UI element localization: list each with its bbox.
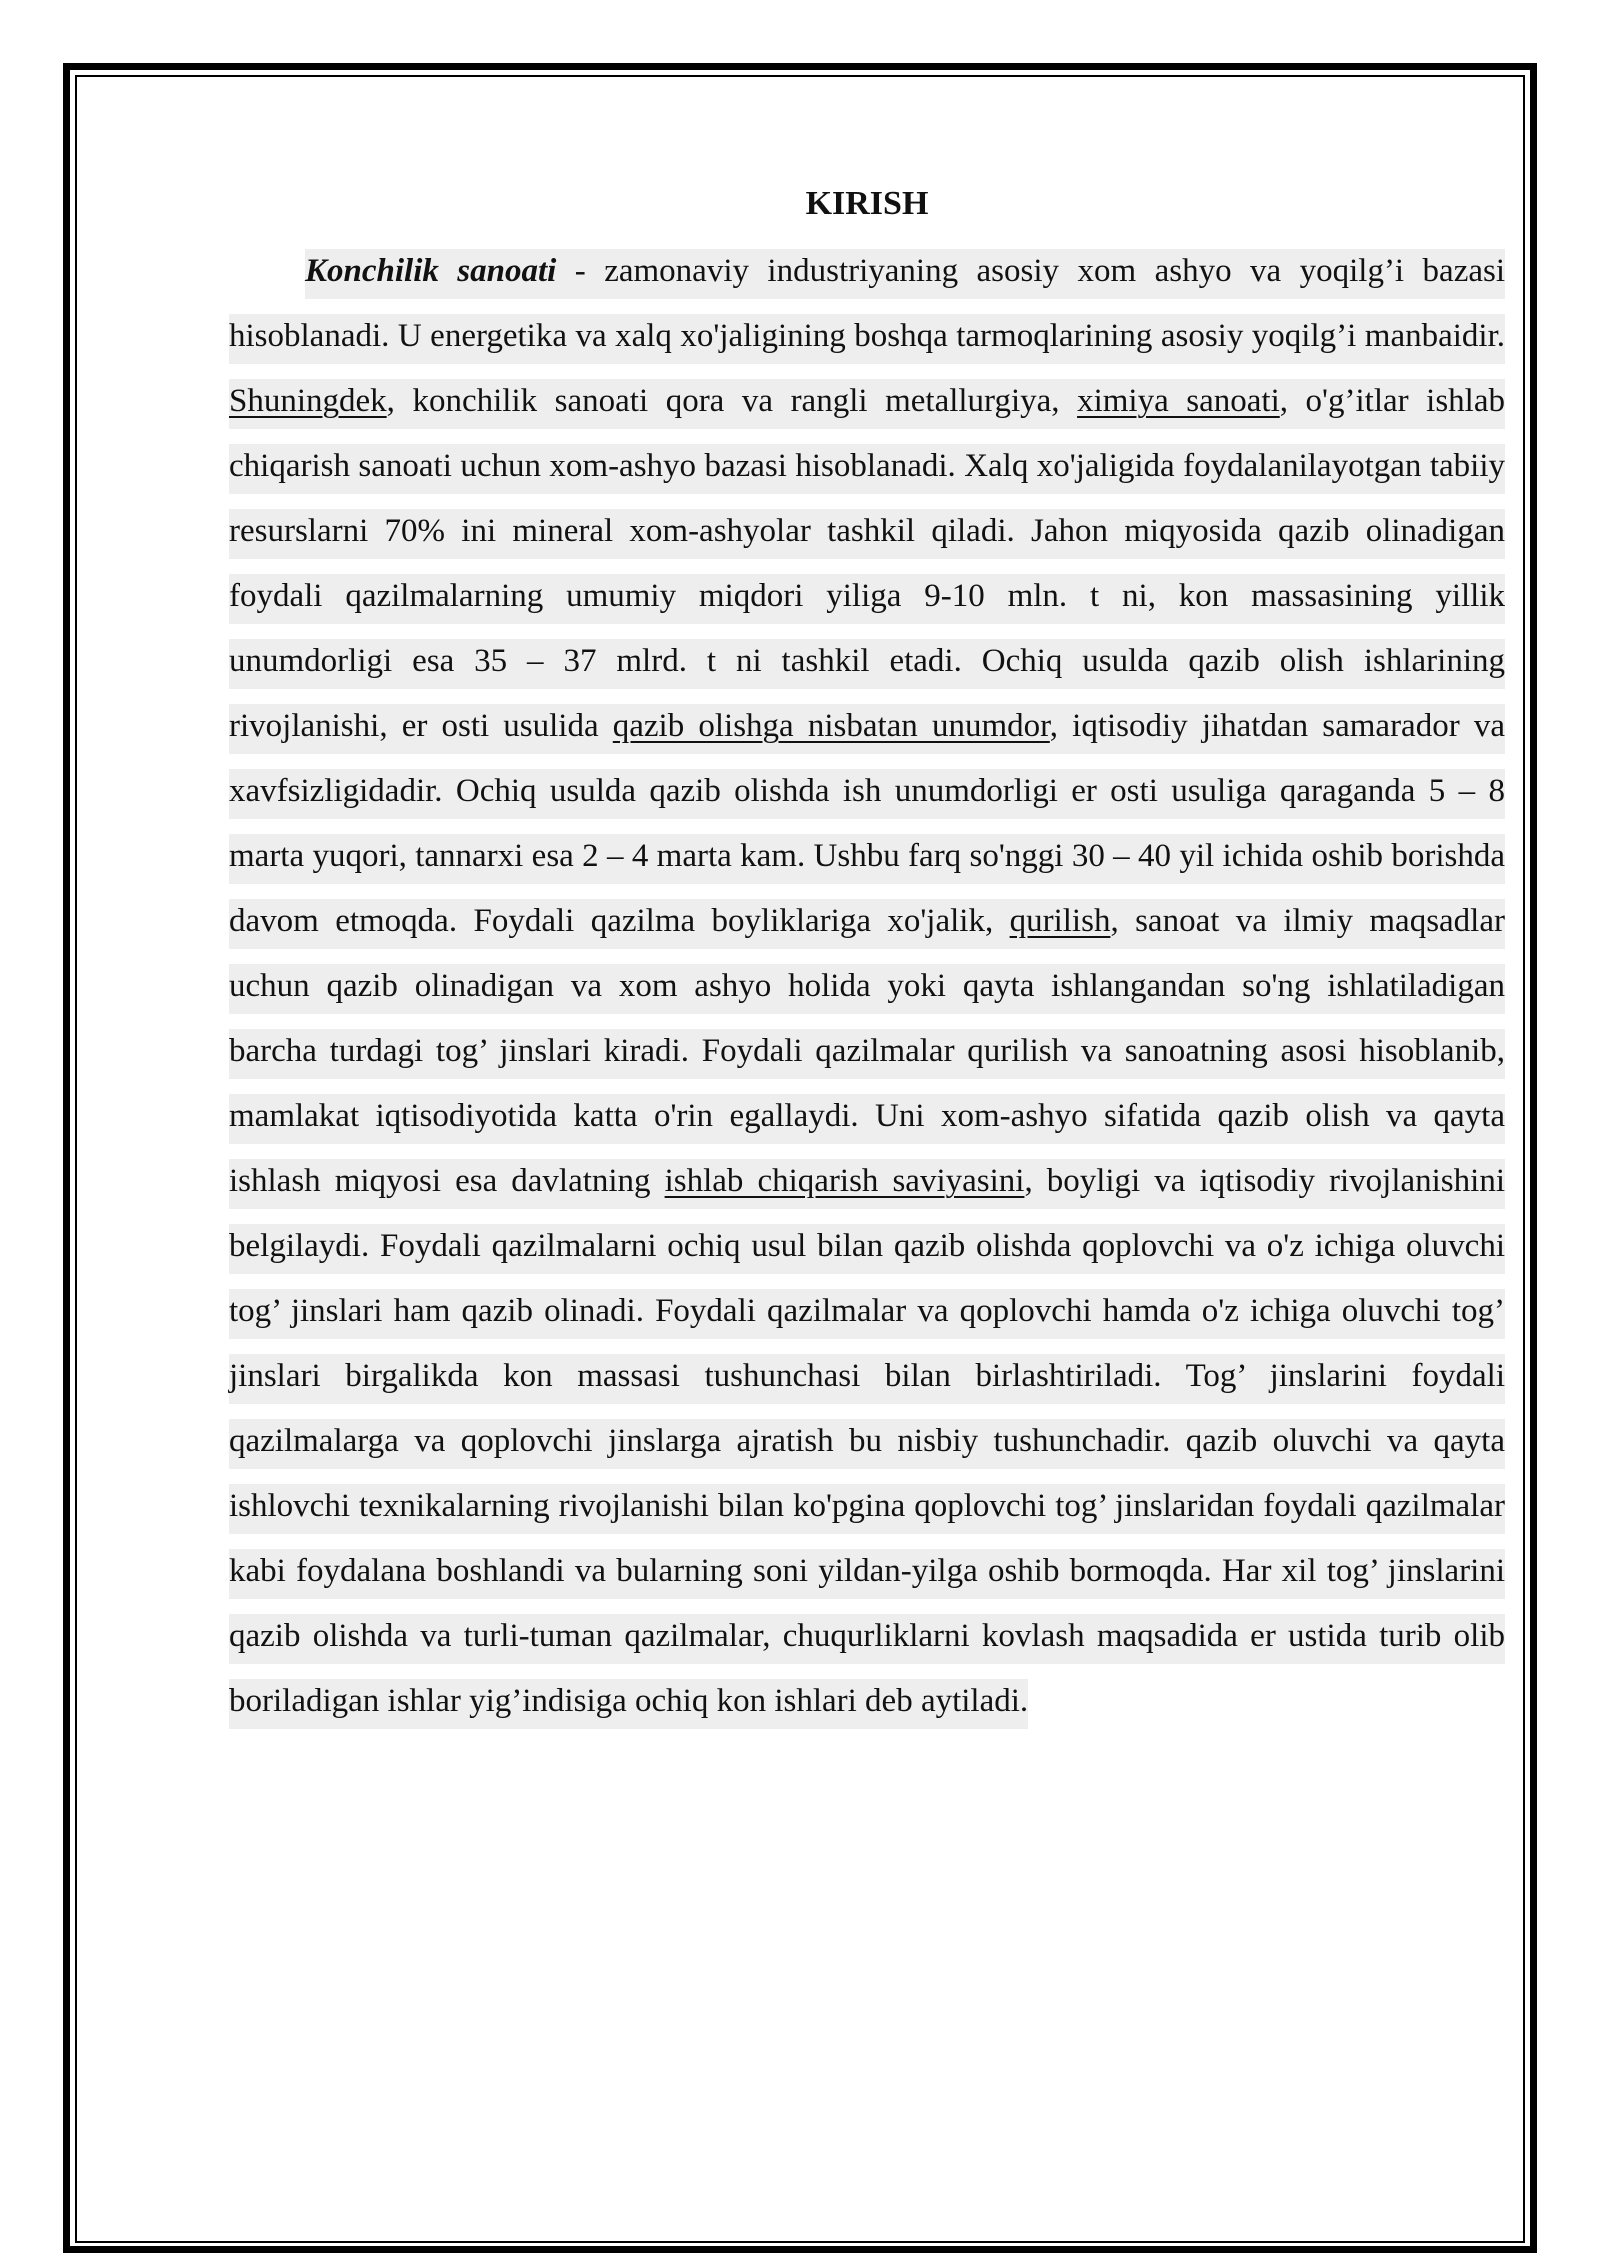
link-qazib-olishga-nisbatan-unumdor[interactable]: qazib olishga nisbatan unumdor [612, 708, 1050, 744]
link-ishlab-chiqarish-saviyasini[interactable]: ishlab chiqarish saviyasini [664, 1163, 1025, 1199]
document-body [229, 178, 1505, 1734]
highlighted-text [229, 249, 1505, 1729]
link-shuningdek[interactable]: Shuningdek [229, 383, 387, 419]
page-title: KIRISH [805, 185, 929, 222]
text-segment: , boyligi va iqtisodiy rivojlanishini belgilaydi. Foydali qazilmalarni ochiq usul bilan qazib olishda qoplovchi va o'z ichiga oluvchi tog’ jinslari ham qazib olinadi. Foydali qazilmalar va qoplovchi hamda o'z ichiga oluvchi tog’ jinslari birgalikda kon massasi tushunchasi bilan birlashtiriladi. Tog’ jinslarini foydali qazilmalarga va qoplovchi jinslarga ajratish bu nisbiy tushunchadir. qazib oluvchi va qayta ishlovchi texnikalarning rivojlanishi bilan ko'pgina qoplovchi tog’ jinslaridan foydali qazilmalar kabi foydalana boshlandi va bularning soni yildan-yilga oshib bormoqda. Har xil tog’ jinslarini qazib olishda va turli-tuman qazilmalar, chuqurliklarni kovlash maqsadida er ustida turib olib boriladigan ishlar yig’indisiga ochiq kon ishlari deb aytiladi. [229, 1163, 1505, 1719]
text-segment: - zamonaviy industriyaning asosiy xom ashyo va yoqilg’i bazasi hisoblanadi. U energetika va xalq xo'jaligining boshqa tarmoqlarining asosiy yoqilg’i manbaidir. [229, 253, 1505, 354]
term-konchilik-sanoati: Konchilik sanoati [305, 253, 557, 289]
text-segment: , konchilik sanoati qora va rangli metallurgiya, [386, 383, 1078, 419]
body-paragraph [229, 239, 1505, 1734]
text-segment: , iqtisodiy jihatdan samarador va xavfsizligidadir. Ochiq usulda qazib olishda ish unumdorligi er osti usuliga qaraganda 5 – 8 marta yuqori, tannarxi esa 2 – 4 marta kam. Ushbu farq so'nggi 30 – 40 yil ichida oshib borishda davom etmoqda. Foydali qazilma boyliklariga xo'jalik, [229, 708, 1505, 939]
text-segment: , o'g’itlar ishlab chiqarish sanoati uchun xom-ashyo bazasi hisoblanadi. Xalq xo'jaligida foydalanilayotgan tabiiy resurslarni 70% ini mineral xom-ashyolar tashkil qiladi. Jahon miqyosida qazib olinadigan foydali qazilmalarning umumiy miqdori yiliga 9-10 mln. t ni, kon massasining yillik unumdorligi esa 35 – 37 mlrd. t ni tashkil etadi. Ochiq usulda qazib olish ishlarining rivojlanishi, er osti usulida [229, 383, 1505, 744]
link-ximiya-sanoati[interactable]: ximiya sanoati [1077, 383, 1280, 419]
link-qurilish[interactable]: qurilish [1009, 903, 1111, 939]
text-segment: , sanoat va ilmiy maqsadlar uchun qazib olinadigan va xom ashyo holida yoki qayta ishlangandan so'ng ishlatiladigan barcha turdagi tog’ jinslari kiradi. Foydali qazilmalar qurilish va sanoatning asosi hisoblanib, mamlakat iqtisodiyotida katta o'rin egallaydi. Uni xom-ashyo sifatida qazib olish va qayta ishlash miqyosi esa davlatning [229, 903, 1505, 1199]
